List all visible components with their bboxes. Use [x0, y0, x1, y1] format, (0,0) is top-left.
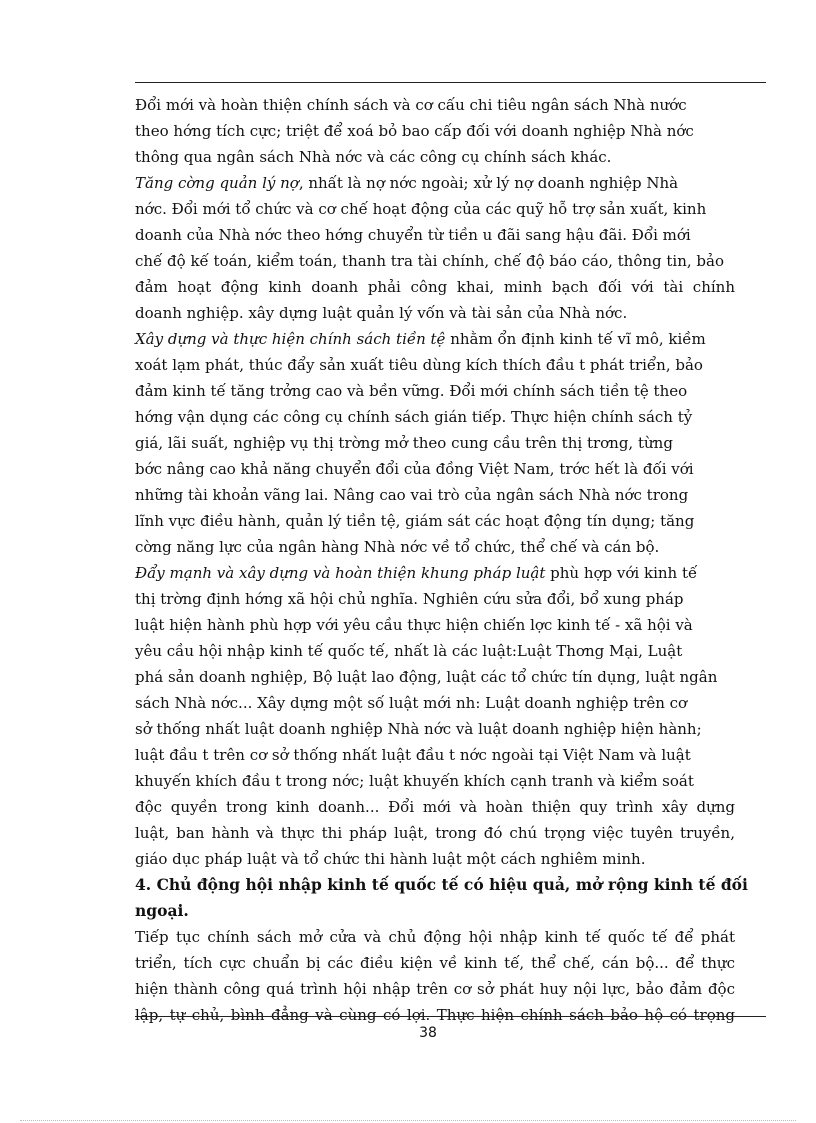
- text-line: [135, 326, 735, 352]
- text-line: [135, 430, 735, 456]
- text-line: [135, 248, 735, 274]
- body-text: luật đầu t trên cơ sở thống nhất luật đầu t nớc ngoài tại Việt Nam và luật: [135, 746, 691, 764]
- body-text: lĩnh vực điều hành, quản lý tiền tệ, giám sát các hoạt động tín dụng; tăng: [135, 512, 695, 530]
- body-text: Tiếp tục chính sách mở cửa và chủ động hội nhập kinh tế quốc tế để phát: [135, 928, 735, 946]
- body-text: doanh của Nhà nớc theo hớng chuyển từ tiền u đãi sang hậu đãi. Đổi mới: [135, 226, 691, 244]
- body-text: đảm kinh tế tăng trởng cao và bền vững. Đổi mới chính sách tiền tệ theo: [135, 382, 688, 400]
- body-text: thông qua ngân sách Nhà nớc và các công cụ chính sách khác.: [135, 148, 612, 166]
- text-line: [135, 144, 735, 170]
- body-text: thị trờng định hớng xã hội chủ nghĩa. Nghiên cứu sửa đổi, bổ xung pháp: [135, 590, 684, 608]
- body-text: chế độ kế toán, kiểm toán, thanh tra tài chính, chế độ báo cáo, thông tin, bảo: [135, 252, 724, 270]
- text-line: [135, 196, 735, 222]
- header-rule: [135, 82, 766, 83]
- body-text: nhằm ổn định kinh tế vĩ mô, kiềm: [445, 330, 706, 348]
- text-line: [135, 378, 735, 404]
- body-text: Đổi mới và hoàn thiện chính sách và cơ cấu chi tiêu ngân sách Nhà nước: [135, 96, 687, 114]
- text-line: [135, 898, 735, 924]
- footer-rule: [135, 1016, 766, 1017]
- text-line: [135, 274, 735, 300]
- emphasis-text: Xây dựng và thực hiện chính sách tiền tệ: [135, 330, 446, 348]
- text-line: [135, 872, 748, 898]
- body-text: sở thống nhất luật doanh nghiệp Nhà nớc và luật doanh nghiệp hiện hành;: [135, 720, 702, 738]
- text-line: [135, 404, 735, 430]
- text-line: [135, 222, 735, 248]
- body-text: luật hiện hành phù hợp với yêu cầu thực hiện chiến lợc kinh tế - xã hội và: [135, 616, 693, 634]
- text-line: [135, 664, 735, 690]
- text-line: [135, 300, 735, 326]
- text-line: [135, 976, 735, 1002]
- body-text: theo hớng tích cực; triệt để xoá bỏ bao cấp đối với doanh nghiệp Nhà nớc: [135, 122, 694, 140]
- body-text: , nhất là nợ nớc ngoài; xử lý nợ doanh nghiệp Nhà: [298, 174, 679, 192]
- page-number: 38: [419, 1025, 437, 1041]
- text-line: [135, 794, 735, 820]
- body-text: yêu cầu hội nhập kinh tế quốc tế, nhất là các luật:Luật Thơng Mại, Luật: [135, 642, 683, 660]
- text-line: [135, 950, 735, 976]
- text-line: [135, 92, 735, 118]
- body-text: cờng năng lực của ngân hàng Nhà nớc về tổ chức, thể chế và cán bộ.: [135, 538, 660, 556]
- text-line: [135, 534, 735, 560]
- text-line: [135, 716, 735, 742]
- body-text: hớng vận dụng các công cụ chính sách gián tiếp. Thực hiện chính sách tỷ: [135, 408, 693, 426]
- text-line: [135, 846, 735, 872]
- text-line: [135, 118, 735, 144]
- body-text: hiện thành công quá trình hội nhập trên cơ sở phát huy nội lực, bảo đảm độc: [135, 980, 735, 998]
- text-line: [135, 560, 735, 586]
- emphasis-text: Tăng cờng quản lý nợ: [135, 174, 299, 192]
- text-line: [135, 924, 735, 950]
- body-text: độc quyền trong kinh doanh... Đổi mới và hoàn thiện quy trình xây dựng: [135, 798, 735, 816]
- body-text: những tài khoản vãng lai. Nâng cao vai trò của ngân sách Nhà nớc trong: [135, 486, 689, 504]
- text-line: [135, 508, 735, 534]
- body-text: giáo dục pháp luật và tổ chức thi hành luật một cách nghiêm minh.: [135, 850, 646, 868]
- body-text: triển, tích cực chuẩn bị các điều kiện về kinh tế, thể chế, cán bộ... để thực: [135, 954, 735, 972]
- page-edge-divider: [20, 1120, 796, 1121]
- text-line: [135, 170, 735, 196]
- body-text: khuyến khích đầu t trong nớc; luật khuyến khích cạnh tranh và kiểm soát: [135, 772, 694, 790]
- body-text: doanh nghiệp. xây dựng luật quản lý vốn và tài sản của Nhà nớc.: [135, 304, 628, 322]
- text-line: [135, 768, 735, 794]
- body-text: đảm hoạt động kinh doanh phải công khai, minh bạch đối với tài chính: [135, 278, 735, 296]
- body-text: luật, ban hành và thực thi pháp luật, trong đó chú trọng việc tuyên truyền,: [135, 824, 735, 842]
- body-text: giá, lãi suất, nghiệp vụ thị trờng mở theo cung cầu trên thị trơng, từng: [135, 434, 673, 452]
- body-text: bớc nâng cao khả năng chuyển đổi của đồng Việt Nam, trớc hết là đối với: [135, 460, 694, 478]
- text-line: [135, 690, 735, 716]
- emphasis-text: Đẩy mạnh và xây dựng và hoàn thiện khung pháp luật: [135, 564, 546, 582]
- body-text: sách Nhà nớc... Xây dựng một số luật mới nh: Luật doanh nghiệp trên cơ: [135, 694, 688, 712]
- section-heading: 4. Chủ động hội nhập kinh tế quốc tế có hiệu quả, mở rộng kinh tế đối: [135, 875, 748, 894]
- text-line: [135, 482, 735, 508]
- section-heading: ngoại.: [135, 901, 189, 920]
- text-line: [135, 612, 735, 638]
- body-text: phá sản doanh nghiệp, Bộ luật lao động, luật các tổ chức tín dụng, luật ngân: [135, 668, 718, 686]
- body-text: phù hợp với kinh tế: [545, 564, 698, 582]
- text-line: [135, 586, 735, 612]
- text-line: [135, 742, 735, 768]
- body-text: lập, tự chủ, bình đẳng và cùng có lợi. Thực hiện chính sách bảo hộ có trọng: [135, 1006, 735, 1024]
- page-body: [135, 92, 748, 1028]
- body-text: xoát lạm phát, thúc đẩy sản xuất tiêu dùng kích thích đầu t phát triển, bảo: [135, 356, 703, 374]
- text-line: [135, 820, 735, 846]
- body-text: nớc. Đổi mới tổ chức và cơ chế hoạt động của các quỹ hỗ trợ sản xuất, kinh: [135, 200, 707, 218]
- text-line: [135, 456, 735, 482]
- text-line: [135, 638, 735, 664]
- text-line: [135, 352, 735, 378]
